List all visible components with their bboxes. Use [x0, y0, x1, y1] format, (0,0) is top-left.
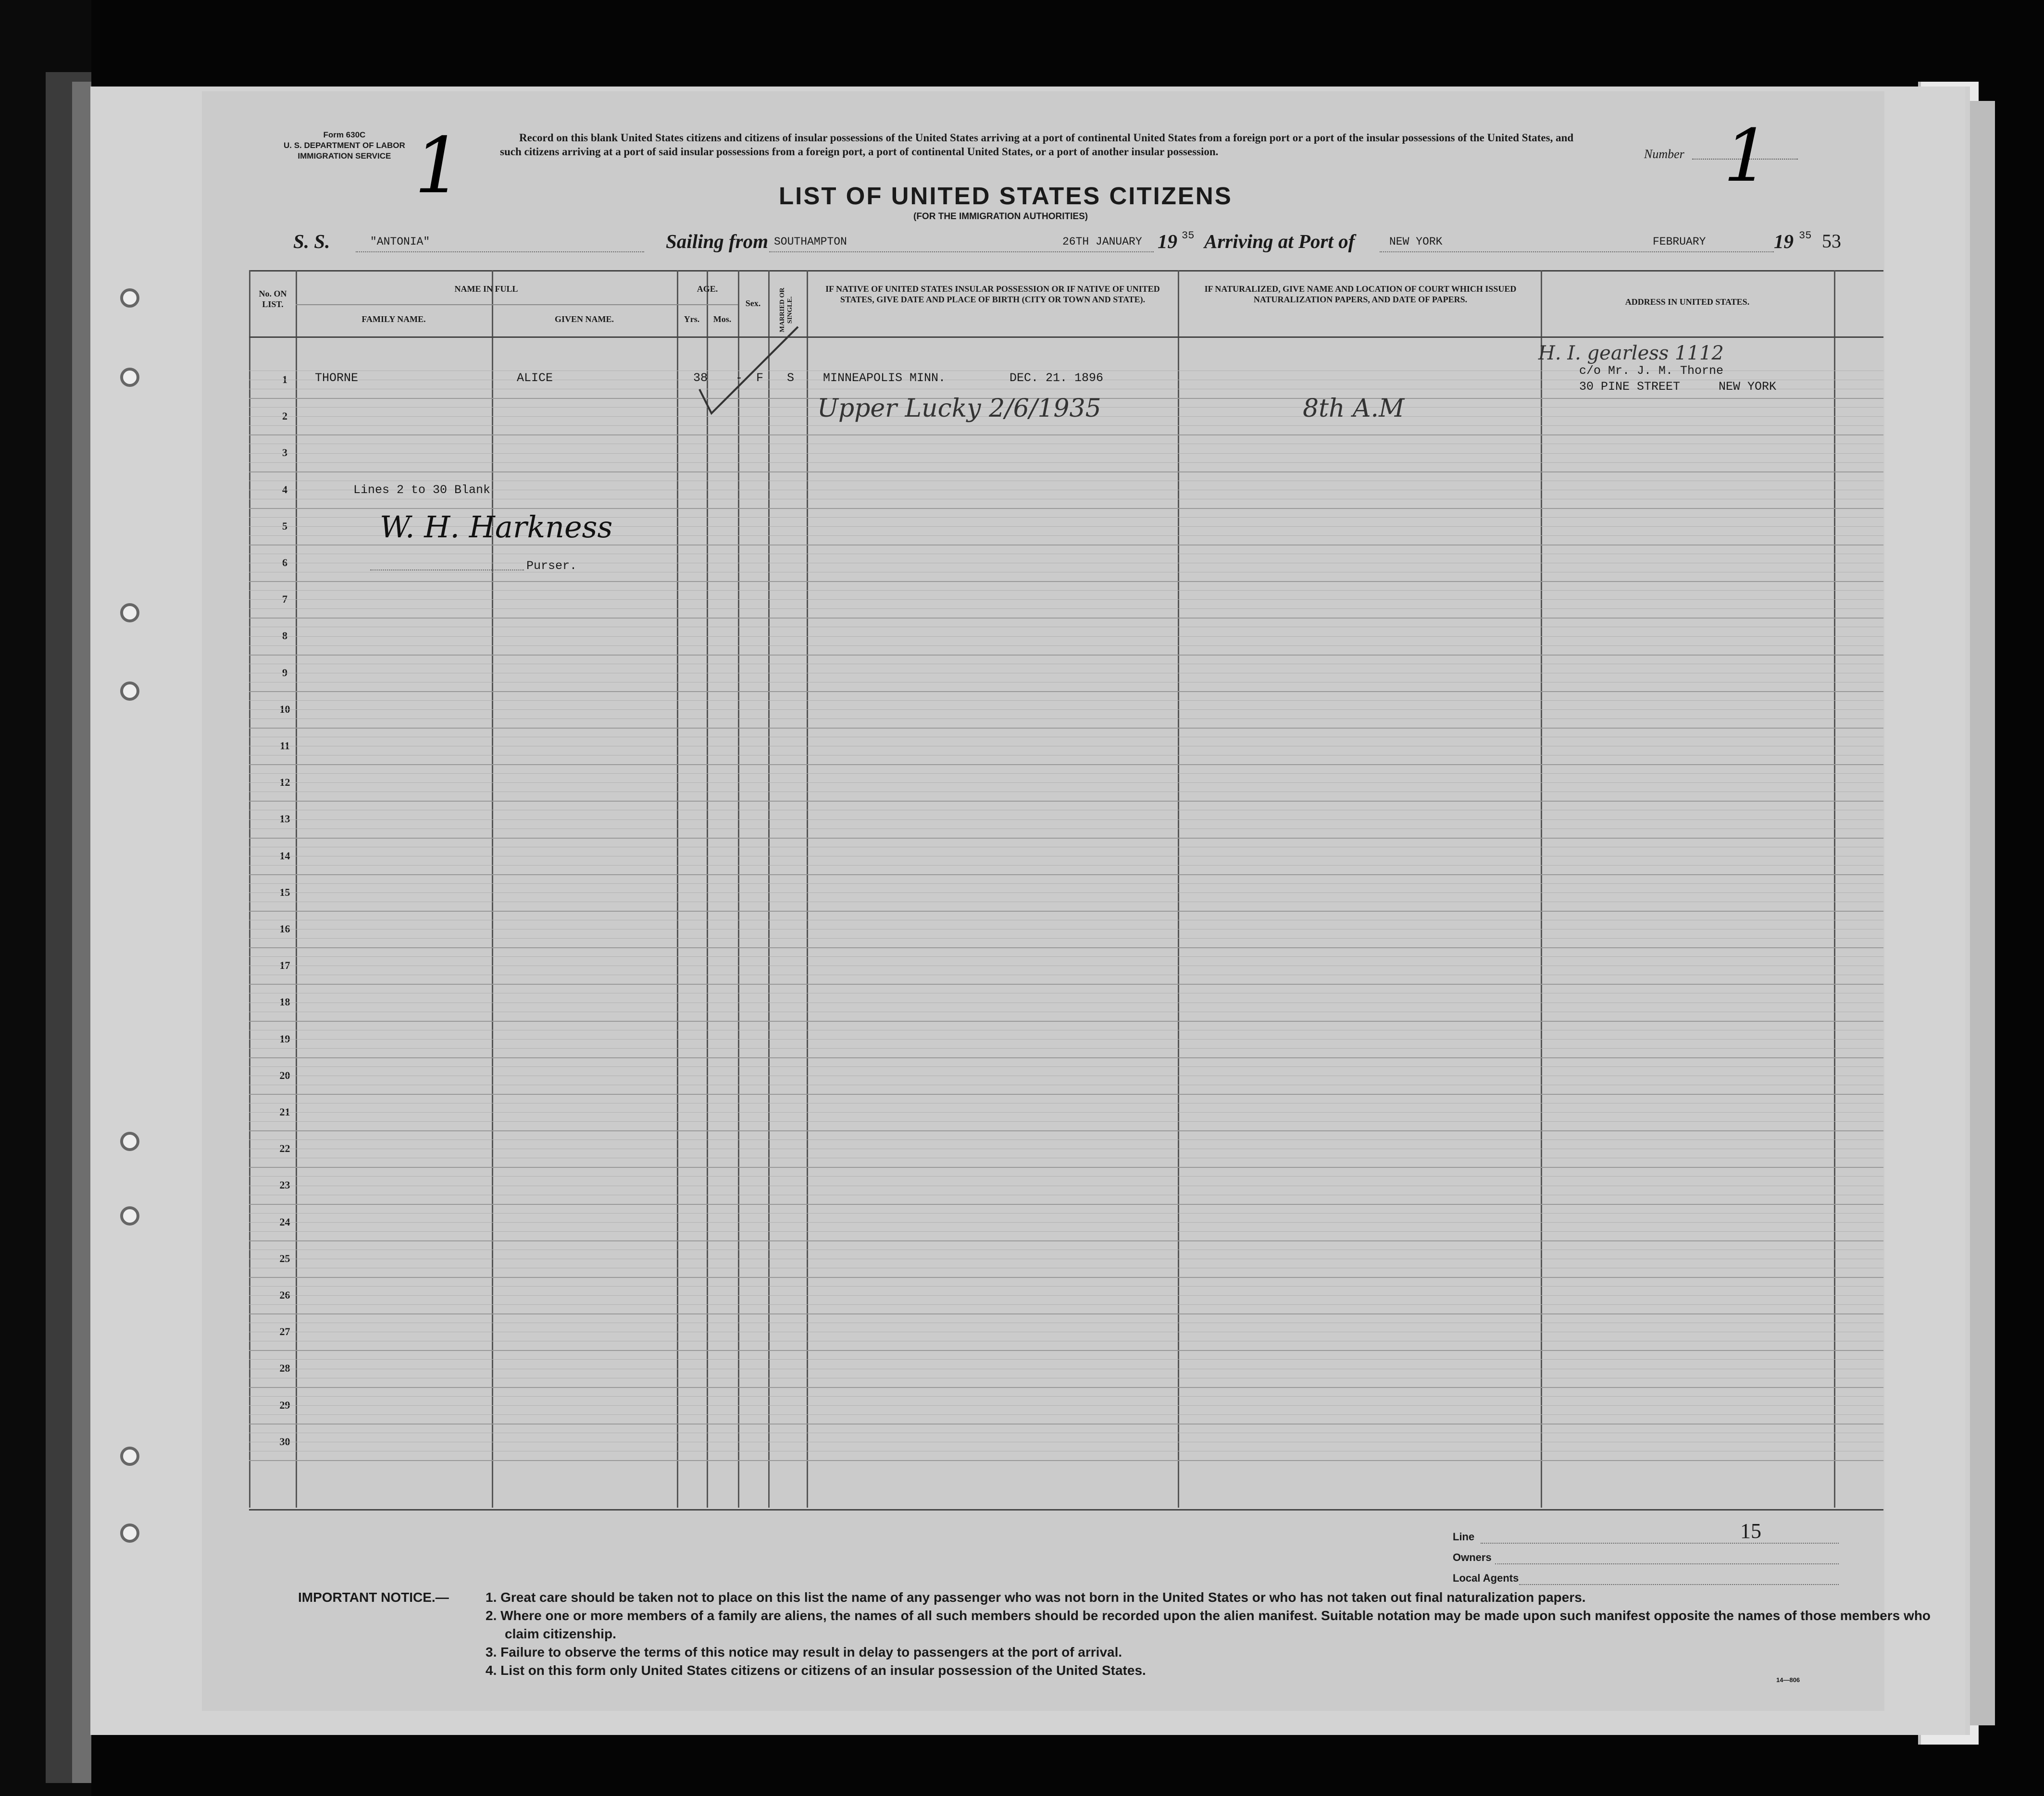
- ruled-line: [249, 718, 1883, 719]
- notice-item: 4. List on this form only United States citizens or citizens of an insular possession of the United States.: [486, 1663, 1146, 1678]
- row-line: [249, 618, 1883, 619]
- ruled-line: [249, 1039, 1883, 1040]
- row-number: 2: [282, 410, 287, 422]
- ruled-line: [249, 1048, 1883, 1049]
- handwritten-row2-note: Upper Lucky 2/6/1935: [817, 394, 1101, 423]
- row-number: 13: [279, 813, 290, 825]
- row-line: [249, 434, 1883, 435]
- ruled-line: [249, 938, 1883, 939]
- row-line: [249, 911, 1883, 912]
- header-subline: [296, 304, 677, 305]
- ruled-line: [249, 1121, 1883, 1122]
- ruled-line: [249, 1286, 1883, 1287]
- entry-sex: F: [756, 371, 764, 385]
- col-sex: Sex.: [745, 298, 761, 308]
- entry-given-name: ALICE: [517, 371, 553, 385]
- handwritten-address-note: H. I. gearless 1112: [1538, 342, 1724, 364]
- ruled-line: [249, 1414, 1883, 1415]
- ruled-line: [249, 1112, 1883, 1113]
- ruled-line: [249, 1231, 1883, 1232]
- col-no: No. ON LIST.: [259, 289, 287, 309]
- row-number: 29: [279, 1399, 290, 1411]
- row-line: [249, 838, 1883, 839]
- entry-age-mos: -: [735, 371, 743, 385]
- ruled-line: [249, 590, 1883, 591]
- page-edge-shadow: [1966, 101, 1995, 1725]
- ship-line: [356, 251, 644, 252]
- binder-hole: [120, 1132, 139, 1151]
- entry-birth-date: DEC. 21. 1896: [1010, 371, 1104, 385]
- row-number: 17: [279, 959, 290, 972]
- entry-age-yrs: 38: [693, 371, 708, 385]
- row-line: [249, 691, 1883, 692]
- header-bottom: [249, 336, 1883, 338]
- handwritten-mark: 1: [405, 121, 471, 211]
- ruled-line: [249, 1396, 1883, 1397]
- row-line: [249, 1057, 1883, 1058]
- ruled-line: [249, 773, 1883, 774]
- row-line: [249, 1350, 1883, 1351]
- arrival-port: NEW YORK: [1389, 235, 1443, 248]
- row-line: [249, 1094, 1883, 1095]
- ruled-line: [249, 645, 1883, 646]
- entry-marital: S: [787, 371, 795, 385]
- ss-label: S. S.: [293, 230, 330, 252]
- row-number: 24: [279, 1215, 290, 1228]
- ruled-line: [249, 1222, 1883, 1223]
- handwritten-row2-time: 8th A.M: [1303, 394, 1405, 423]
- entry-address-city: NEW YORK: [1719, 380, 1777, 394]
- binder-hole: [120, 1447, 139, 1466]
- arrival-year: 35: [1799, 230, 1812, 242]
- ruled-line: [249, 883, 1883, 884]
- notice-heading: IMPORTANT NOTICE.—: [298, 1590, 449, 1605]
- row-number: 26: [279, 1289, 290, 1301]
- row-number: 25: [279, 1252, 290, 1264]
- entry-birth-place: MINNEAPOLIS MINN.: [823, 371, 946, 385]
- ruled-line: [249, 819, 1883, 820]
- notice-item: 1. Great care should be taken not to place on this list the name of any passenger who was not born in the United States or who has not taken out final naturalization papers.: [486, 1590, 1586, 1605]
- row-line: [249, 1021, 1883, 1022]
- col-divider: [677, 270, 678, 1508]
- row-line: [249, 984, 1883, 985]
- sailing-line: [769, 251, 1154, 252]
- col-native: IF NATIVE OF UNITED STATES INSULAR POSSESSION OR IF NATIVE OF UNITED STATES, GIVE DATE AND PLACE OF BIRTH (CITY OR TOWN AND STATE).: [825, 284, 1160, 304]
- binder-strip-light: [72, 82, 91, 1783]
- row-line: [249, 471, 1883, 472]
- col-divider: [807, 270, 808, 1508]
- binder-hole: [120, 1206, 139, 1226]
- ruled-line: [249, 1213, 1883, 1214]
- notice-item: 3. Failure to observe the terms of this notice may result in delay to passengers at the port of arrival.: [486, 1645, 1122, 1660]
- col-divider: [1541, 270, 1542, 1508]
- row-line: [249, 764, 1883, 765]
- row-line: [249, 801, 1883, 802]
- owners-line: [1495, 1563, 1839, 1564]
- ruled-line: [249, 755, 1883, 756]
- purser-label: Purser.: [526, 559, 577, 573]
- row-line: [249, 655, 1883, 656]
- arrival-month: FEBRUARY: [1653, 235, 1706, 248]
- ruled-line: [249, 700, 1883, 701]
- row-number: 18: [279, 996, 290, 1008]
- row-number: 21: [279, 1106, 290, 1118]
- ruled-line: [249, 956, 1883, 957]
- line-field-line: [1481, 1543, 1839, 1544]
- row-number: 16: [279, 923, 290, 935]
- row-number: 22: [279, 1142, 290, 1155]
- binder-hole: [120, 288, 139, 308]
- row-number: 10: [279, 703, 290, 715]
- owners-label: Owners: [1453, 1551, 1492, 1563]
- agents-line: [1519, 1584, 1839, 1585]
- sailing-from: SOUTHAMPTON: [774, 235, 847, 248]
- row-number: 12: [279, 776, 290, 789]
- form-number: Form 630C: [323, 130, 366, 139]
- check-mark-stroke: [692, 317, 803, 418]
- row-number: 6: [282, 557, 287, 569]
- record-instructions: Record on this blank United States citizens and citizens of insular possessions of the United States arriving at a port of continental United States from a foreign port or a port of the insular possessions of the United States, and such citizens arriving at a port of said insular possessions from a foreign port, a port of continental United States, or a port of another insular possession.: [500, 132, 1574, 158]
- row-line: [249, 1277, 1883, 1278]
- row-number: 27: [279, 1325, 290, 1338]
- col-marital: MARRIED OR SINGLE.: [779, 287, 794, 333]
- ruled-line: [249, 462, 1883, 463]
- ruled-line: [249, 1304, 1883, 1305]
- page-subtitle: (FOR THE IMMIGRATION AUTHORITIES): [913, 211, 1088, 222]
- ruled-line: [249, 1066, 1883, 1067]
- row-line: [249, 1387, 1883, 1388]
- col-family-name: FAMILY NAME.: [361, 314, 426, 324]
- ruled-line: [249, 636, 1883, 637]
- row-line: [249, 1167, 1883, 1168]
- page-title: LIST OF UNITED STATES CITIZENS: [779, 182, 1233, 210]
- col-divider: [492, 270, 493, 1508]
- col-divider: [738, 270, 739, 1508]
- col-address: ADDRESS IN UNITED STATES.: [1625, 297, 1750, 307]
- ruled-line: [249, 782, 1883, 783]
- port-line: [1380, 251, 1774, 252]
- col-given-name: GIVEN NAME.: [554, 314, 614, 324]
- row-number: 15: [279, 886, 290, 898]
- number-label: Number: [1644, 147, 1684, 161]
- row-number: 28: [279, 1362, 290, 1375]
- row-line: [249, 1313, 1883, 1314]
- col-yrs: Yrs.: [684, 314, 700, 324]
- ruled-line: [249, 1295, 1883, 1296]
- sailing-date: 26TH JANUARY: [1062, 235, 1142, 248]
- row-line: [249, 1204, 1883, 1205]
- row-number: 7: [282, 593, 287, 606]
- blank-lines-note: Lines 2 to 30 Blank: [353, 483, 491, 497]
- col-name-full: NAME IN FULL: [454, 284, 518, 294]
- entry-address-line1: c/o Mr. J. M. Thorne: [1579, 364, 1724, 378]
- line-label: Line: [1453, 1531, 1475, 1543]
- local-agents-label: Local Agents: [1453, 1572, 1519, 1584]
- purser-signature: W. H. Harkness: [380, 509, 613, 545]
- ruled-line: [249, 608, 1883, 609]
- row-line: [249, 1240, 1883, 1241]
- manifest-table: [249, 270, 1883, 1511]
- department-name: U. S. DEPARTMENT OF LABOR: [284, 141, 405, 150]
- ruled-line: [249, 1359, 1883, 1360]
- row-number: 30: [279, 1435, 290, 1448]
- binder-hole: [120, 1524, 139, 1543]
- col-naturalized: IF NATURALIZED, GIVE NAME AND LOCATION OF COURT WHICH ISSUED NATURALIZATION PAPERS, AND DATE OF PAPERS.: [1204, 284, 1517, 304]
- row-line: [249, 508, 1883, 509]
- entry-family-name: THORNE: [315, 371, 359, 385]
- row-line: [249, 581, 1883, 582]
- row-number: 20: [279, 1069, 290, 1081]
- row-number: 1: [282, 373, 287, 385]
- col-divider: [707, 270, 708, 1508]
- sailing-year: 35: [1182, 230, 1195, 242]
- col-mos: Mos.: [713, 314, 732, 324]
- line-value: 15: [1740, 1519, 1761, 1543]
- row-line: [249, 874, 1883, 875]
- row-line: [249, 1130, 1883, 1131]
- row-number: 11: [280, 740, 290, 752]
- ruled-line: [249, 709, 1883, 710]
- year-prefix: 19: [1158, 230, 1177, 252]
- entry-address-line2: 30 PINE STREET: [1579, 380, 1681, 394]
- notice-item: 2. Where one or more members of a family are aliens, the names of all such members should be recorded upon the alien manifest. Suitable notation may be made upon such manifest opposite the names of those members who claim citizenship.: [486, 1608, 1931, 1641]
- ruled-line: [249, 1405, 1883, 1406]
- service-name: IMMIGRATION SERVICE: [298, 151, 391, 161]
- header-subline: [677, 304, 738, 305]
- row-line: [249, 728, 1883, 729]
- binder-hole: [120, 681, 139, 701]
- row-number: 19: [279, 1032, 290, 1045]
- ruled-line: [249, 865, 1883, 866]
- row-line: [249, 947, 1883, 948]
- sailing-label: Sailing from: [666, 230, 769, 252]
- col-age: AGE.: [697, 284, 718, 294]
- ship-name: "ANTONIA": [370, 235, 430, 248]
- row-number: 8: [282, 630, 287, 642]
- arriving-label: Arriving at Port of: [1204, 230, 1355, 252]
- row-line: [249, 1460, 1883, 1461]
- row-number: 4: [282, 483, 287, 495]
- col-divider: [1178, 270, 1179, 1508]
- ruled-line: [249, 599, 1883, 600]
- binder-hole: [120, 368, 139, 387]
- row-number: 14: [279, 849, 290, 862]
- ruled-line: [249, 425, 1883, 426]
- row-number: 5: [282, 520, 287, 532]
- print-code: 14—806: [1776, 1676, 1800, 1684]
- ruled-line: [249, 892, 1883, 893]
- col-divider: [1834, 270, 1835, 1508]
- ruled-line: [249, 1176, 1883, 1177]
- arrival-year-prefix: 19: [1774, 230, 1794, 252]
- form-identifier: [284, 130, 405, 161]
- ruled-line: [249, 453, 1883, 454]
- col-divider: [249, 270, 250, 1508]
- row-number: 3: [282, 446, 287, 459]
- row-number: 23: [279, 1179, 290, 1191]
- col-divider: [768, 270, 770, 1508]
- list-number: 1: [1714, 114, 1778, 198]
- binder-hole: [120, 603, 139, 622]
- row-number: 9: [282, 666, 287, 679]
- arrival-day: 53: [1822, 230, 1841, 252]
